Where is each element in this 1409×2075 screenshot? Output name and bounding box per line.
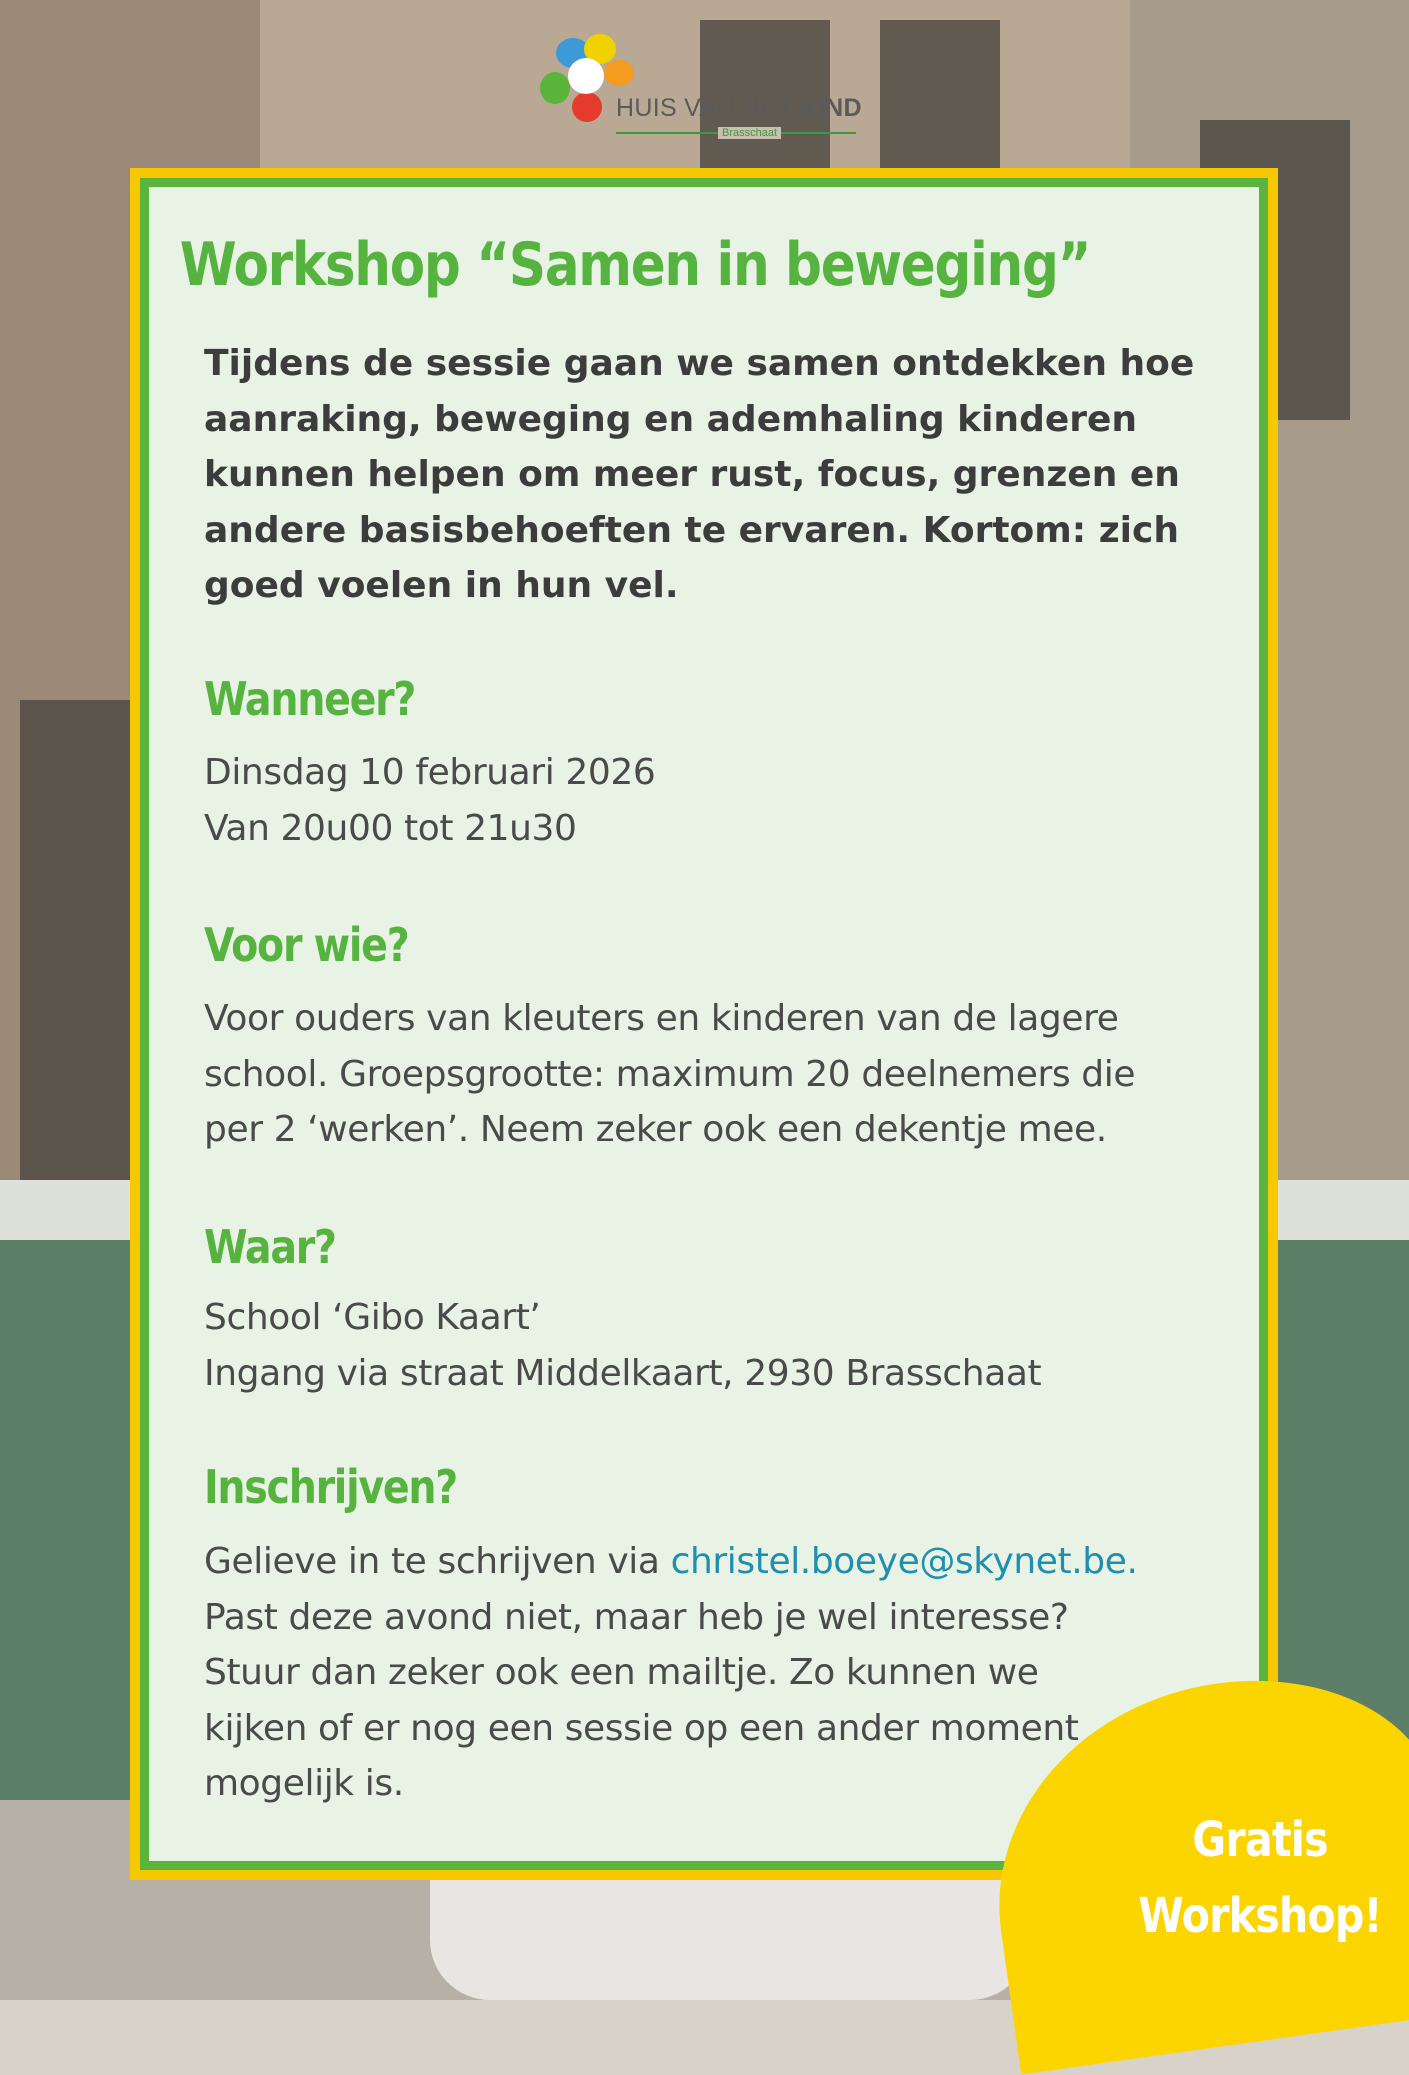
when-time: Van 20u00 tot 21u30 xyxy=(204,807,577,849)
who-heading: Voor wie? xyxy=(204,918,409,972)
who-line: school. Groepsgrootte: maximum 20 deelnemers die xyxy=(204,1053,1136,1095)
free-workshop-label: Gratis Workshop! xyxy=(1138,1812,1382,1944)
where-heading: Waar? xyxy=(204,1220,336,1274)
register-line: Gelieve in te schrijven via christel.boeye@skynet.be. xyxy=(204,1541,1138,1582)
register-heading: Inschrijven? xyxy=(204,1460,457,1514)
who-line: per 2 ‘werken’. Neem zeker ook een dekentje mee. xyxy=(204,1109,1107,1150)
register-line: kijken of er nog een sessie op een ander moment xyxy=(204,1707,1079,1749)
who-line: Voor ouders van kleuters en kinderen van de lagere xyxy=(204,998,1119,1039)
register-line: Past deze avond niet, maar heb je wel interesse? xyxy=(204,1596,1069,1638)
email-link[interactable]: christel.boeye@skynet.be. xyxy=(670,1541,1138,1582)
logo-location: Brasschaat xyxy=(718,127,781,139)
when-details xyxy=(204,745,1234,856)
when-date: Dinsdag 10 februari 2026 xyxy=(204,752,656,793)
workshop-title: Workshop “Samen in beweging” xyxy=(179,230,1091,300)
register-line: Stuur dan zeker ook een mailtje. Zo kunnen we xyxy=(204,1652,1039,1693)
who-details xyxy=(204,991,1234,1158)
register-line: mogelijk is. xyxy=(204,1763,404,1804)
where-details xyxy=(204,1290,1234,1401)
where-entrance: Ingang via straat Middelkaart, 2930 Brasschaat xyxy=(204,1352,1042,1394)
where-school: School ‘Gibo Kaart’ xyxy=(204,1297,541,1338)
logo-title: HUIS VAN HET KIND xyxy=(616,94,862,122)
intro-paragraph: Tijdens de sessie gaan we samen ontdekken hoe aanraking, beweging en ademhaling kinderen kunnen helpen om meer rust, focus, grenzen en andere basisbehoeften te ervaren. Kortom: zich goed voelen in hun vel. xyxy=(204,343,1195,606)
huis-van-het-kind-logo xyxy=(538,32,878,142)
when-heading: Wanneer? xyxy=(204,672,416,726)
